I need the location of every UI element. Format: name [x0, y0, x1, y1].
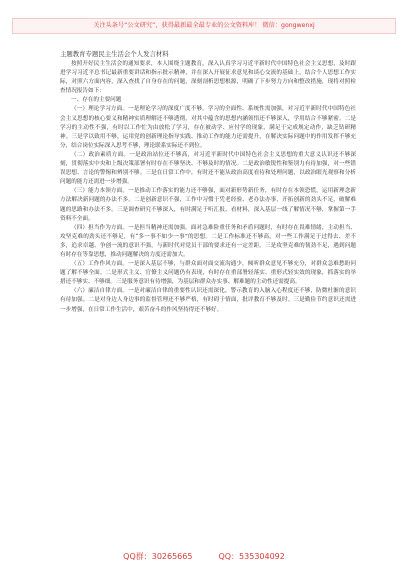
paragraph-political: （二）政治素质方面。一是政治站位还不够高，对习近平新时代中国特色社会主义思想的重大意义认识还不够深刻，贯彻落实中央和上级决策部署有时存在不够坚决、不够及时的情况。二是政治敏锐性和鉴别力有待加强，对一些错误思想、言论的警惕和辨别不够。三是在日常工作中，有时还不能从政治高度看待和处理问题，以政治眼光观察和分析问题的能力还需进一步增强。	[60, 151, 356, 186]
paragraph-theory-study: （一）理论学习方面。一是理论学习的深度广度不够。学习的全面性、系统性需加强，对习近平新时代中国特色社会主义思想的核心要义和精神实质理解还不够透彻，对其中蕴含的思想内涵领悟还不够深入，学用结合不够紧密。二是学习的主动性不强，有时以工作忙为由放松了学习，存在被动学、应付学的现象，满足于完成规定动作，缺乏钻研精神。三是学以致用不够，运用党的创新理论指导实践、推动工作的能力还需提升，在解决实际问题中的作用发挥不够充分，结合岗位实际深入思考不够，理论联系实际还不到位。	[60, 106, 356, 149]
intro-paragraph: 按照开好民主生活会的通知要求，本人围绕主题教育，深入认真学习习近平新时代中国特色社会主义思想，及时跟进学习习近平总书记最新重要讲话和指示批示精神，并在深入开展征求意见和谈心交流的基础上，结合个人思想工作实际，对照六方面内容，深入查找了自身存在的问题，深刻剖析思想根源，明确了下步努力方向和整改措施，现将对照检查情况报告如下：	[60, 61, 356, 95]
document-body	[60, 50, 356, 315]
promo-banner[interactable]	[12, 18, 396, 34]
paragraph-work-style: （五）工作作风方面。一是深入基层不够，与群众面对面交流沟通少，倾听群众意见不够充分，对群众急难愁盼问题了解不够全面。二是形式主义、官僚主义问题仍有表现，有时存在重部署轻落实、重形式轻实效的现象，抓落实的举措还不够实、不够细。三是服务意识有待增强，为基层和群众办实事、解难题的主动性还需提高。	[60, 261, 356, 286]
paragraph-integrity: （六）廉洁自律方面。一是对廉洁自律的重要性认识还需深化，警示教育的入脑入心程度还不够，防微杜渐的意识有待加强。二是对身边人身边事的监督管理还不够严格，有时碍于情面，批评教育不够及时。三是勤俭节约意识还需进一步增强，在日常工作生活中，艰苦奋斗的作风坚持得还不够好。	[60, 288, 356, 313]
section-heading: 一、存在的主要问题	[71, 97, 122, 104]
contact-footer	[0, 551, 408, 563]
promo-banner-text: 关注头条号“公文研究”，获得最新最全最专业的公文资料库！ 微信：gongwenxj	[93, 22, 315, 29]
qq-contact-text: QQ：535304092	[218, 552, 285, 561]
paragraph-ability: （三）能力本领方面。一是推动工作落实的能力还不够强，面对新形势新任务，有时存在本领恐慌，运用新理念新方法解决新问题的办法不多。二是创新意识不强，工作中习惯于凭老经验、老办法办事，开拓创新的劲头不足，破解难题的思路和办法不多。三是调查研究不够深入，有时满足于听汇报、看材料，深入基层一线了解情况不够，掌握第一手资料不全面。	[60, 188, 356, 222]
qq-group-text: QQ群：30265665	[123, 552, 193, 561]
document-title: 主题教育专题民主生活会个人发言材料	[60, 50, 169, 58]
paragraph-responsibility: （四）担当作为方面。一是担当精神还需加强，面对急难险重任务和矛盾问题时，有时存在畏难情绪，主动担当、攻坚克难的劲头还不够足，有“多一事不如少一事”的思想。二是工作标准还不够高，对一些工作满足于过得去、差不多，追求卓越、争创一流的意识不强，与新时代对党员干部的要求还有一定差距。三是攻坚克难的韧劲不足，遇到问题有时存在等靠思想，推动问题解决的力度还需加大。	[60, 224, 356, 258]
